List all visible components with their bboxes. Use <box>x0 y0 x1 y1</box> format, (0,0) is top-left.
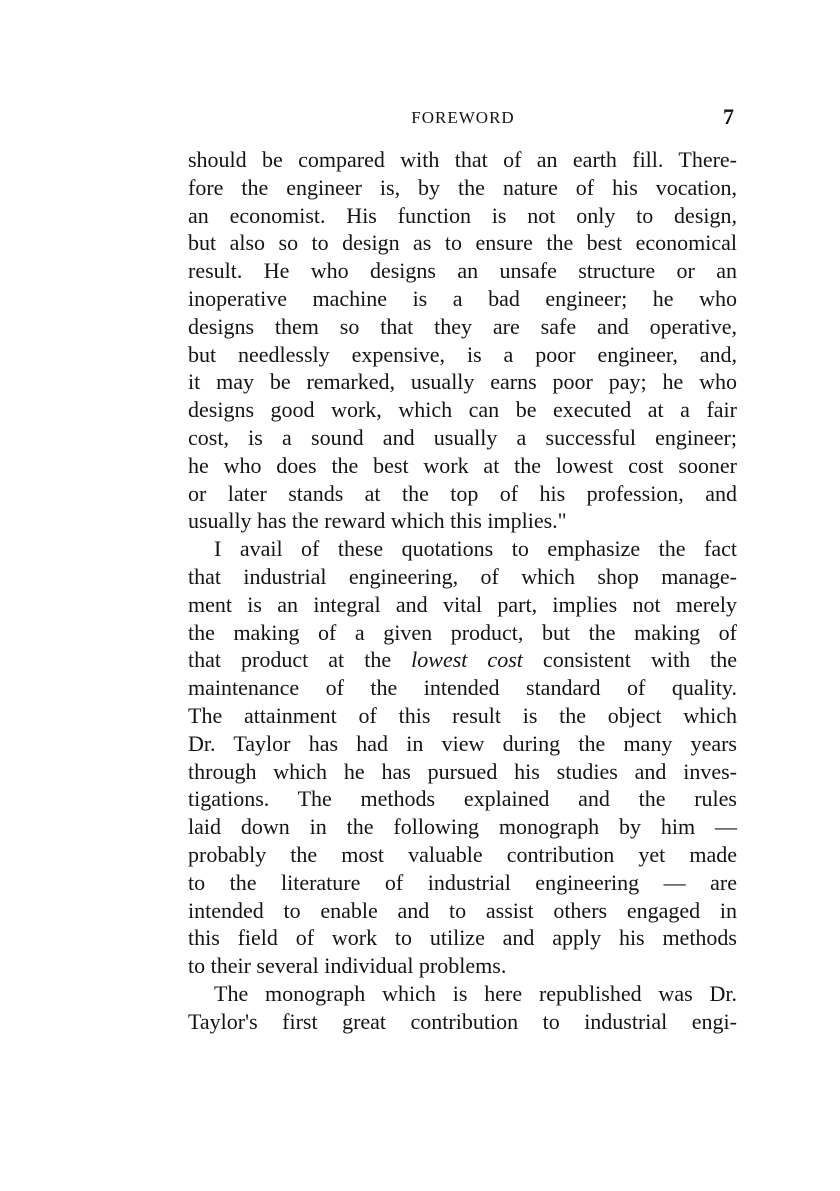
text-line: but also so to design as to ensure the best economical <box>188 230 737 256</box>
text-line-with-emphasis <box>188 646 737 674</box>
text-line: this field of work to utilize and apply his methods <box>188 925 737 951</box>
text-line: through which he has pursued his studies and inves- <box>188 758 737 784</box>
text-line: to their several individual problems. <box>188 953 507 979</box>
text-line: designs them so that they are safe and operative, <box>188 313 737 339</box>
text-line: but needlessly expensive, is a poor engineer, and, <box>188 341 737 367</box>
line-segment: consistent with the <box>522 647 737 673</box>
text-line: an economist. His function is not only to design, <box>188 202 737 228</box>
text-line: that industrial engineering, of which shop manage- <box>188 563 737 589</box>
text-line: Dr. Taylor has had in view during the many years <box>188 730 737 756</box>
text-line: usually has the reward which this implies." <box>188 508 567 534</box>
emphasized-phrase: lowest cost <box>411 647 523 673</box>
text-line: inoperative machine is a bad engineer; he who <box>188 285 737 311</box>
line-segment: that product at the <box>188 647 412 673</box>
text-line: intended to enable and to assist others engaged in <box>188 897 737 923</box>
page-number: 7 <box>723 104 734 129</box>
text-line: result. He who designs an unsafe structure or an <box>188 258 737 284</box>
text-line: designs good work, which can be executed at a fair <box>188 397 737 423</box>
text-line: it may be remarked, usually earns poor pay; he who <box>188 369 737 395</box>
text-line: to the literature of industrial engineering — are <box>188 869 737 895</box>
text-line: probably the most valuable contribution yet made <box>188 841 737 867</box>
text-line: ment is an integral and vital part, implies not merely <box>188 591 737 617</box>
running-header <box>188 104 738 132</box>
text-line: laid down in the following monograph by him — <box>188 814 737 840</box>
paragraph-start-line: The monograph which is here republished was Dr. <box>214 980 737 1006</box>
text-line: maintenance of the intended standard of quality. <box>188 675 737 701</box>
text-line: The attainment of this result is the object which <box>188 702 737 728</box>
text-line: should be compared with that of an earth fill. There- <box>188 147 737 172</box>
body-text <box>188 146 737 1036</box>
text-line: tigations. The methods explained and the rules <box>188 786 737 812</box>
text-line: or later stands at the top of his profession, and <box>188 480 737 506</box>
text-line: the making of a given product, but the making of <box>188 619 737 645</box>
text-line: cost, is a sound and usually a successful engineer; <box>188 424 737 450</box>
text-line: he who does the best work at the lowest cost sooner <box>188 452 737 478</box>
header-title: FOREWORD <box>411 108 515 127</box>
text-line: Taylor's first great contribution to industrial engi- <box>188 1008 737 1034</box>
text-line: fore the engineer is, by the nature of his vocation, <box>188 174 737 200</box>
paragraph-start-line: I avail of these quotations to emphasize the fact <box>214 536 737 562</box>
